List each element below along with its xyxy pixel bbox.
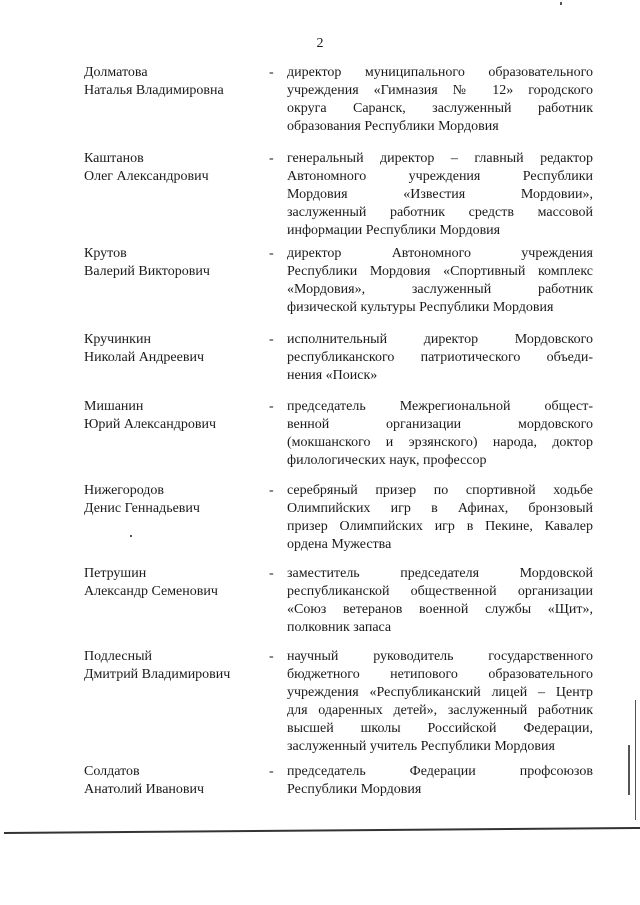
member-given-names: Олег Александрович bbox=[84, 169, 209, 184]
position-line: научный руководитель государственного bbox=[287, 649, 593, 664]
member-given-names: Николай Андреевич bbox=[84, 350, 204, 365]
position-line: директор Автономного учреждения bbox=[287, 246, 593, 261]
separator-dash: - bbox=[269, 332, 274, 347]
position-line: республиканского патриотического объеди- bbox=[287, 350, 593, 365]
member-name bbox=[84, 245, 264, 281]
member-name bbox=[84, 64, 264, 100]
separator-dash: - bbox=[269, 649, 274, 664]
scan-margin-mark bbox=[628, 745, 630, 795]
position-line: генеральный директор – главный редактор bbox=[287, 151, 593, 166]
member-given-names: Дмитрий Владимирович bbox=[84, 667, 231, 682]
member-surname: Петрушин bbox=[84, 566, 147, 581]
member-name bbox=[84, 398, 264, 434]
separator-dash: - bbox=[269, 151, 274, 166]
member-position bbox=[287, 331, 593, 385]
member-surname: Каштанов bbox=[84, 151, 144, 166]
scan-speck bbox=[130, 535, 132, 537]
position-line: призер Олимпийских игр в Пекине, Кавалер bbox=[287, 519, 593, 534]
position-line: «Союз ветеранов военной службы «Щит», bbox=[287, 602, 593, 617]
member-given-names: Анатолий Иванович bbox=[84, 782, 205, 797]
position-line: «Мордовия», заслуженный работник bbox=[287, 282, 593, 297]
scan-margin-mark bbox=[635, 700, 636, 820]
member-name bbox=[84, 565, 264, 601]
position-line: учреждения «Республиканский лицей – Центр bbox=[287, 685, 593, 700]
position-line: Олимпийских игр в Афинах, бронзовый bbox=[287, 501, 593, 516]
member-given-names: Юрий Александрович bbox=[84, 417, 216, 432]
separator-dash: - bbox=[269, 483, 274, 498]
separator-dash: - bbox=[269, 399, 274, 414]
member-name bbox=[84, 482, 264, 518]
member-position bbox=[287, 482, 593, 554]
position-line: директор муниципального образовательного bbox=[287, 65, 593, 80]
position-line: округа Саранск, заслуженный работник bbox=[287, 101, 593, 116]
separator-dash: - bbox=[269, 65, 274, 80]
member-surname: Мишанин bbox=[84, 399, 144, 414]
position-line: Мордовия «Известия Мордовии», bbox=[287, 187, 593, 202]
position-line: серебряный призер по спортивной ходьбе bbox=[287, 483, 593, 498]
position-line: председатель Федерации профсоюзов bbox=[287, 764, 593, 779]
position-line: Автономного учреждения Республики bbox=[287, 169, 593, 184]
separator-dash: - bbox=[269, 246, 274, 261]
position-line: для одаренных детей», заслуженный работник bbox=[287, 703, 593, 718]
member-position bbox=[287, 64, 593, 136]
member-position bbox=[287, 245, 593, 317]
position-line: полковник запаса bbox=[287, 620, 392, 635]
member-surname: Крутов bbox=[84, 246, 127, 261]
member-surname: Кручинкин bbox=[84, 332, 151, 347]
member-given-names: Наталья Владимировна bbox=[84, 83, 224, 98]
position-line: филологических наук, профессор bbox=[287, 453, 487, 468]
member-surname: Нижегородов bbox=[84, 483, 165, 498]
position-line: (мокшанского и эрзянского) народа, доктор bbox=[287, 435, 593, 450]
position-line: физической культуры Республики Мордовия bbox=[287, 300, 554, 315]
member-surname: Солдатов bbox=[84, 764, 140, 779]
member-surname: Подлесный bbox=[84, 649, 152, 664]
scan-speck bbox=[560, 2, 562, 5]
member-position bbox=[287, 648, 593, 756]
position-line: учреждения «Гимназия № 12» городского bbox=[287, 83, 593, 98]
position-line: бюджетного нетипового образовательного bbox=[287, 667, 593, 682]
page-number: 2 bbox=[316, 36, 324, 51]
member-position bbox=[287, 565, 593, 637]
member-given-names: Денис Геннадьевич bbox=[84, 501, 200, 516]
position-line: заслуженный работник средств массовой bbox=[287, 205, 593, 220]
position-line: высшей школы Российской Федерации, bbox=[287, 721, 593, 736]
separator-dash: - bbox=[269, 566, 274, 581]
member-name bbox=[84, 331, 264, 367]
position-line: исполнительный директор Мордовского bbox=[287, 332, 593, 347]
member-name bbox=[84, 763, 264, 799]
position-line: венной организации мордовского bbox=[287, 417, 593, 432]
member-name bbox=[84, 150, 264, 186]
member-position bbox=[287, 763, 593, 799]
member-position bbox=[287, 398, 593, 470]
position-line: заслуженный учитель Республики Мордовия bbox=[287, 739, 555, 754]
position-line: информации Республики Мордовия bbox=[287, 223, 501, 238]
position-line: ордена Мужества bbox=[287, 537, 392, 552]
scan-edge-line bbox=[4, 827, 640, 833]
position-line: заместитель председателя Мордовской bbox=[287, 566, 593, 581]
position-line: Республики Мордовия bbox=[287, 782, 422, 797]
member-given-names: Александр Семенович bbox=[84, 584, 218, 599]
position-line: нения «Поиск» bbox=[287, 368, 378, 383]
member-name bbox=[84, 648, 264, 684]
position-line: республиканской общественной организации bbox=[287, 584, 593, 599]
member-position bbox=[287, 150, 593, 240]
position-line: образования Республики Мордовия bbox=[287, 119, 499, 134]
member-given-names: Валерий Викторович bbox=[84, 264, 210, 279]
position-line: Республики Мордовия «Спортивный комплекс bbox=[287, 264, 593, 279]
separator-dash: - bbox=[269, 764, 274, 779]
member-surname: Долматова bbox=[84, 65, 148, 80]
position-line: председатель Межрегиональной общест- bbox=[287, 399, 593, 414]
